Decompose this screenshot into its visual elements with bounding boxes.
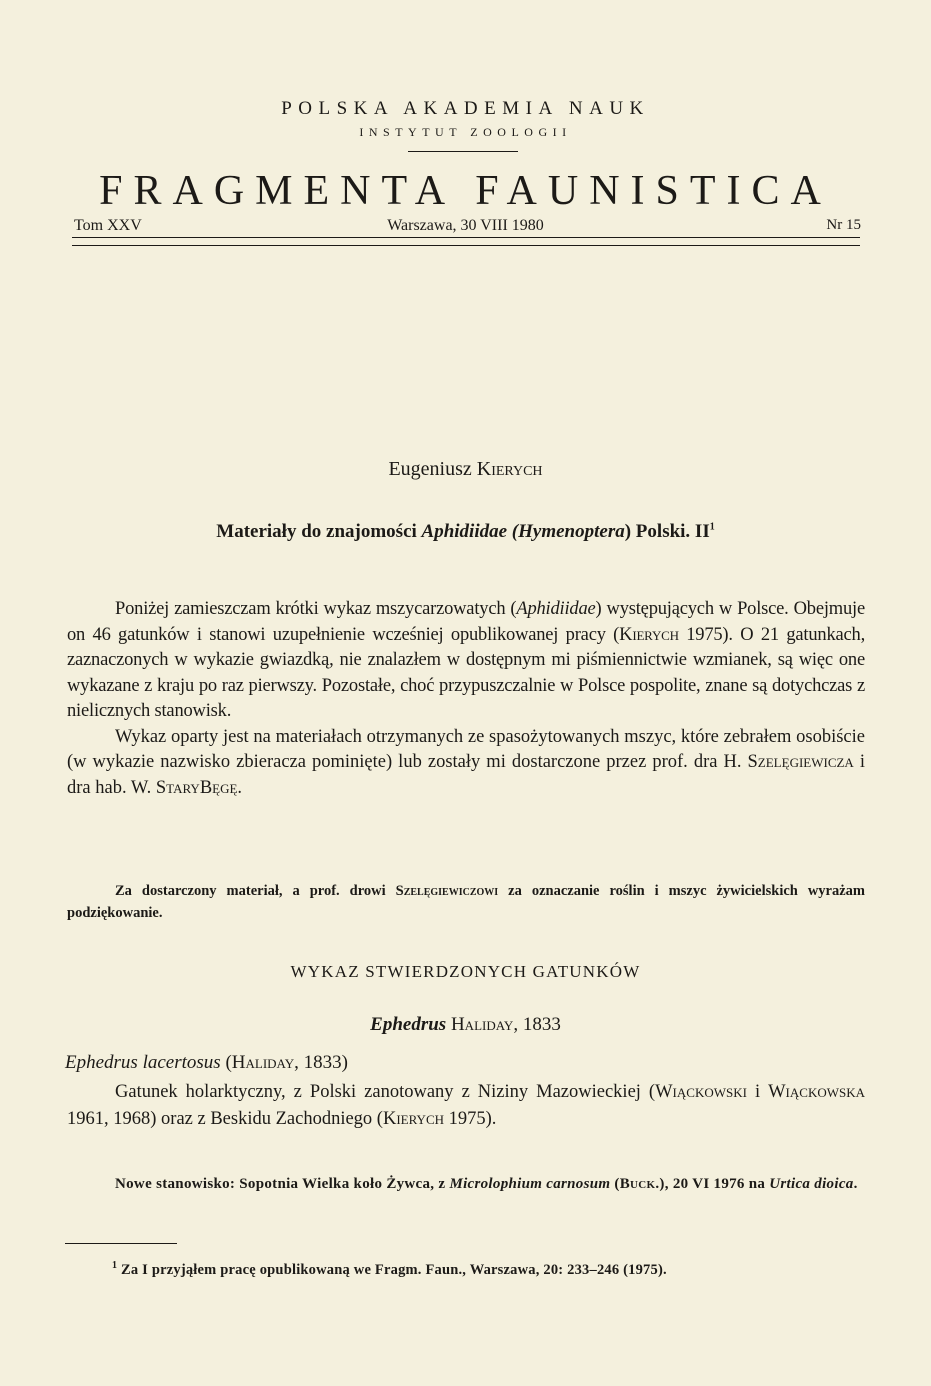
institute-name: INSTYTUT ZOOLOGII: [359, 125, 572, 139]
title-taxon-family: Aphidiidae: [421, 521, 508, 542]
distribution-text: Gatunek holarktyczny, z Polski zanotowany z Niziny Mazowieckiej (Wiąckowski i Wiąckowska 1961, 1968) oraz z Beskidu Zachodniego (Kierych 1975).: [67, 1082, 865, 1129]
title-paren: (: [511, 521, 519, 542]
new-site-record: Nowe stanowisko: Sopotnia Wielka koło Żywca, z Microlophium carnosum (Buck.), 20 VI 1976 na Urtica dioica.: [115, 1176, 858, 1192]
footnote: $^1$ Za I przyjąłem pracę opublikowaną we Fragm. Faun., Warszawa, 20: 233–246 (1975).: [112, 1260, 667, 1278]
article-author: [0, 458, 931, 481]
header-double-rule: [72, 237, 860, 246]
footnote-number: 1: [112, 1260, 118, 1272]
title-taxon-order: Hymenoptera: [518, 521, 625, 542]
genus-author: Haliday: [450, 1014, 514, 1035]
section-title: WYKAZ STWIERDZONYCH GATUNKÓW: [290, 962, 641, 981]
issue-number: Nr 15: [826, 217, 861, 233]
footnote-marker: 1: [709, 521, 715, 533]
issue-date: Warszawa, 30 VIII 1980: [387, 217, 544, 234]
genus-year: , 1833: [513, 1014, 561, 1035]
title-text-end: ) Polski. II: [624, 521, 710, 542]
academy-name: POLSKA AKADEMIA NAUK: [281, 98, 650, 119]
journal-title: FRAGMENTA FAUNISTICA: [99, 168, 832, 214]
intro-paragraph-1: Poniżej zamieszczam krótki wykaz mszycarzowatych (Aphidiidae) występujących w Polsce. Obejmuje on 46 gatunków i stanowi uzupełnienie wcześniej opublikowanej pracy (Kierych 1975). O 21 gatunkach, zaznaczonych w wykazie gwiazdką, nie znalazłem w dostępnym mi piśmiennictwie wzmianek, są więc one wykazane z kraju po raz pierwszy. Pozostałe, choć przypuszczalnie w Polsce pospolite, znane są dotychczas z nielicznych stanowisk.: [67, 599, 866, 721]
species-author: Haliday: [231, 1052, 295, 1073]
intro-paragraph-2: Wykaz oparty jest na materiałach otrzymanych ze spasożytowanych mszyc, które zebrałem osobiście (w wykazie nazwisko zbieracza pominięte) lub zostały mi dostarczone przez prof. dra H. Szelęgiewicza i dra hab. W. StaryBęgę.: [67, 726, 866, 798]
volume-label: Tom XXV: [74, 217, 142, 234]
footnote-rule: [65, 1243, 177, 1244]
title-text: Materiały do znajomości: [216, 521, 417, 542]
intro-text: [67, 597, 865, 801]
institute-rule: [408, 151, 518, 152]
article-title: [0, 521, 931, 543]
species-name: Ephedrus lacertosus: [65, 1052, 221, 1073]
genus-name: Ephedrus: [370, 1014, 447, 1035]
species-heading: Ephedrus lacertosus (Haliday, 1833): [65, 1052, 348, 1073]
author-last-name: Kierych: [476, 458, 543, 480]
genus-heading: [0, 1014, 931, 1036]
acknowledgement: Za dostarczony materiał, a prof. drowi Szelęgiewiczowi za oznaczanie roślin i mszyc żywicielskich wyrażam podziękowanie.: [67, 883, 866, 921]
author-first-name: Eugeniusz: [388, 458, 472, 480]
